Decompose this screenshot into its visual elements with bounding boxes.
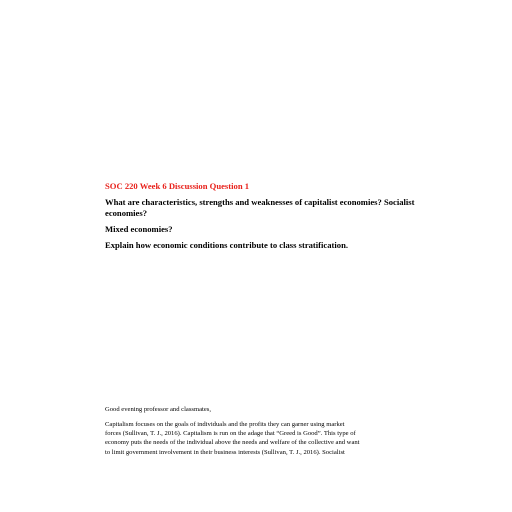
answer-paragraph bbox=[105, 420, 360, 457]
paragraph-line: forces (Sullivan, T. J., 2016). Capitalism is run on the adage that “Greed is Good”. This type of bbox=[105, 430, 356, 438]
question-characteristics: What are characteristics, strengths and weaknesses of capitalist economies? Socialist economies? bbox=[105, 197, 415, 218]
question-class-stratification: Explain how economic conditions contribute to class stratification. bbox=[105, 240, 349, 250]
paragraph-line: to limit government involvement in their business interests (Sullivan, T. J., 2016). Socialist bbox=[105, 448, 345, 456]
question-mixed-economies: Mixed economies? bbox=[105, 224, 173, 234]
paragraph-line: Capitalism focuses on the goals of individuals and the profits they can garner using market bbox=[105, 421, 345, 428]
paragraph-line: economy puts the needs of the individual above the needs and welfare of the collective and want bbox=[105, 439, 360, 447]
document-heading: SOC 220 Week 6 Discussion Question 1 bbox=[105, 181, 250, 191]
greeting-line: Good evening professor and classmates, bbox=[105, 406, 212, 413]
